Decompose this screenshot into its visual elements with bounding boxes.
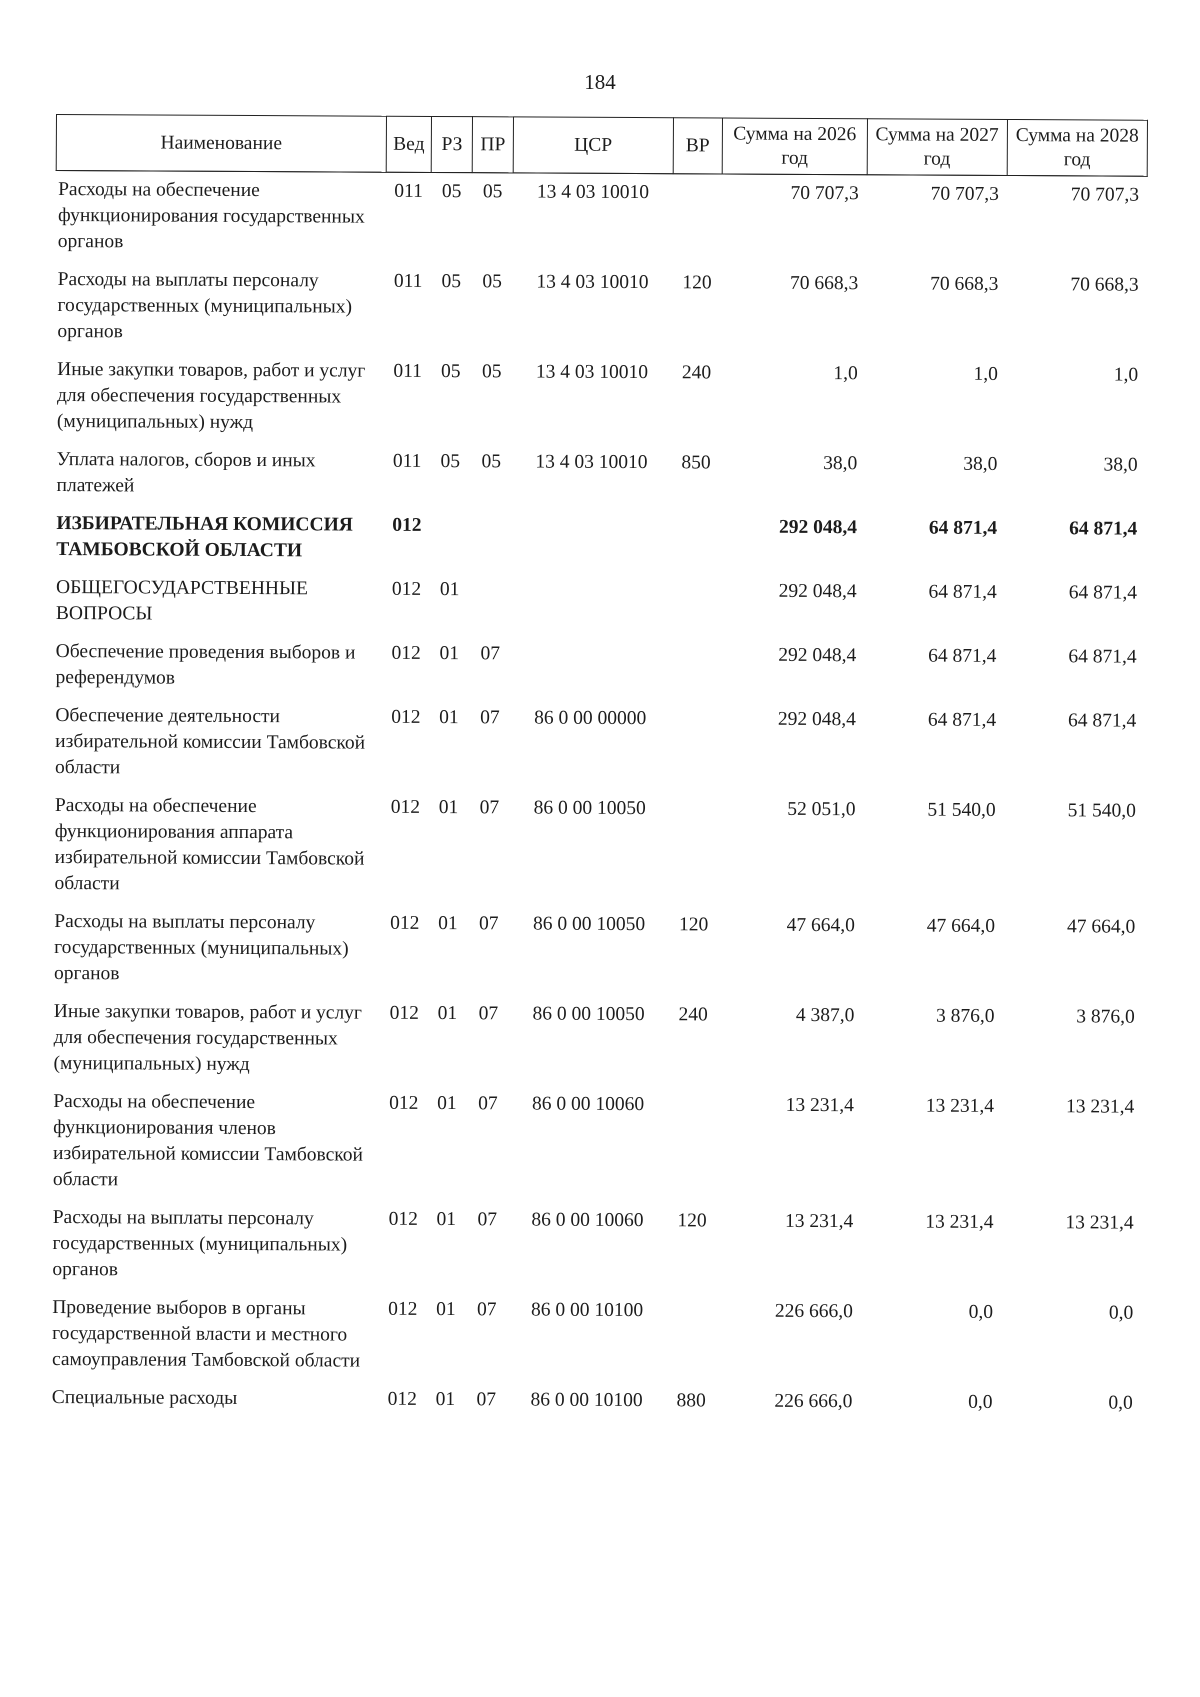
row-csr: 86 0 00 10050 <box>533 797 646 820</box>
row-name: Расходы на выплаты персоналу государственных (муниципальных) органов <box>57 269 353 343</box>
row-vr: 240 <box>678 1004 708 1026</box>
row-name: ОБЩЕГОСУДАРСТВЕННЫЕ ВОПРОСЫ <box>55 577 309 625</box>
row-sum-2026: 47 664,0 <box>786 914 855 937</box>
row-rz: 01 <box>439 579 460 601</box>
row-rz: 01 <box>438 797 459 819</box>
row-pr: 07 <box>477 1299 497 1321</box>
row-sum-2026: 13 231,4 <box>785 1094 854 1117</box>
row-pr: 05 <box>481 451 502 473</box>
row-vr <box>672 174 722 265</box>
row-sum-2028: 0,0 <box>1108 1392 1133 1414</box>
row-sum-2028: 70 668,3 <box>1070 274 1139 296</box>
row-name: Обеспечение деятельности избирательной комиссии Тамбовской области <box>55 705 366 779</box>
row-sum-2028: 13 231,4 <box>1065 1212 1134 1234</box>
row-sum-2027: 3 876,0 <box>935 1005 995 1027</box>
row-csr: 86 0 00 10050 <box>532 1003 645 1026</box>
table-row <box>54 441 1145 511</box>
row-sum-2026: 38,0 <box>823 453 858 475</box>
row-sum-2026: 292 048,4 <box>778 580 857 603</box>
table-row <box>50 1379 1141 1423</box>
row-sum-2027: 47 664,0 <box>926 915 996 937</box>
row-rz: 05 <box>440 451 461 473</box>
row-sum-2028: 13 231,4 <box>1066 1096 1135 1118</box>
table-row <box>52 903 1143 999</box>
row-ved: 012 <box>392 514 422 536</box>
row-sum-2026: 226 666,0 <box>774 1390 853 1413</box>
row-sum-2027: 64 871,4 <box>928 581 997 603</box>
row-csr: 13 4 03 10010 <box>535 361 649 384</box>
row-sum-2028: 64 871,4 <box>1069 518 1138 540</box>
table-body <box>50 171 1148 1423</box>
row-csr: 86 0 00 10100 <box>530 1389 643 1412</box>
row-pr: 05 <box>481 361 502 383</box>
table-row <box>51 1083 1143 1205</box>
row-vr <box>670 572 720 636</box>
row-rz: 05 <box>441 271 462 293</box>
row-name: Проведение выборов в органы государственной власти и местного самоуправления Тамбовской области <box>51 1296 361 1372</box>
table-row <box>56 171 1147 267</box>
row-sum-2026: 4 387,0 <box>795 1004 855 1027</box>
row-sum-2028: 0,0 <box>1108 1302 1134 1324</box>
row-vr: 880 <box>676 1390 706 1412</box>
row-sum-2026: 70 668,3 <box>789 272 859 295</box>
row-ved: 012 <box>389 1092 419 1114</box>
row-pr <box>470 507 511 571</box>
row-name: Расходы на выплаты персоналу государственных (муниципальных) органов <box>52 1206 348 1281</box>
row-pr: 05 <box>482 181 503 203</box>
row-sum-2026: 292 048,4 <box>778 644 857 667</box>
header-sum-2027: Сумма на 2027 год <box>867 119 1007 176</box>
row-pr: 07 <box>477 1209 498 1231</box>
row-sum-2027: 64 871,4 <box>927 709 997 731</box>
row-sum-2027: 64 871,4 <box>928 645 997 667</box>
row-sum-2027: 0,0 <box>968 1391 993 1413</box>
row-name: ИЗБИРАТЕЛЬНАЯ КОМИССИЯ ТАМБОВСКОЙ ОБЛАСТИ <box>56 513 353 562</box>
row-vr <box>667 1086 717 1202</box>
row-csr <box>511 507 671 572</box>
row-name: Иные закупки товаров, работ и услуг для обеспечения государственных (муниципальных) нужд <box>56 359 366 434</box>
row-rz: 01 <box>436 1209 457 1231</box>
row-name: Иные закупки товаров, работ и услуг для обеспечения государственных (муниципальных) нужд <box>53 1001 363 1076</box>
row-rz: 01 <box>435 1389 456 1411</box>
row-pr: 07 <box>478 1093 498 1115</box>
header-pr: ПР <box>472 117 513 173</box>
row-vr: 240 <box>681 362 712 384</box>
row-rz: 01 <box>436 1299 456 1321</box>
row-rz <box>429 507 470 571</box>
row-name: Специальные расходы <box>51 1386 238 1409</box>
row-rz: 01 <box>438 913 458 935</box>
row-sum-2027: 70 668,3 <box>930 273 999 295</box>
row-ved: 012 <box>389 1002 419 1024</box>
page-number: 184 <box>584 70 616 94</box>
row-sum-2026: 226 666,0 <box>774 1300 853 1323</box>
row-ved: 012 <box>387 1388 417 1410</box>
row-csr: 86 0 00 10060 <box>531 1209 644 1232</box>
row-pr: 07 <box>479 797 500 819</box>
row-csr: 86 0 00 10100 <box>530 1299 644 1322</box>
row-pr: 07 <box>480 643 501 665</box>
row-vr <box>670 636 720 700</box>
row-sum-2026: 1,0 <box>833 363 858 385</box>
row-vr <box>666 1292 716 1382</box>
row-vr <box>669 790 719 906</box>
row-pr: 07 <box>479 913 499 935</box>
table-header <box>56 115 1147 177</box>
row-name: Расходы на обеспечение функционирования членов избирательной комиссии Тамбовской области <box>52 1090 364 1191</box>
row-ved: 012 <box>391 578 422 600</box>
row-name: Расходы на выплаты персоналу государственных (муниципальных) органов <box>53 911 349 985</box>
row-sum-2027: 0,0 <box>968 1301 994 1323</box>
row-sum-2027: 13 231,4 <box>925 1095 995 1117</box>
table-row <box>54 505 1145 575</box>
row-sum-2028: 70 707,3 <box>1070 184 1140 206</box>
table-row <box>54 569 1145 639</box>
row-pr <box>470 571 511 635</box>
row-vr: 120 <box>677 1210 707 1232</box>
row-sum-2026: 13 231,4 <box>785 1210 854 1233</box>
row-sum-2028: 51 540,0 <box>1067 800 1136 822</box>
header-sum-2026: Сумма на 2026 год <box>722 118 867 175</box>
row-ved: 011 <box>394 180 423 202</box>
row-ved: 012 <box>388 1208 418 1230</box>
row-rz: 05 <box>441 181 462 203</box>
header-csr: ЦСР <box>513 117 673 174</box>
row-csr <box>511 571 671 636</box>
row-sum-2026: 70 707,3 <box>790 182 859 205</box>
row-sum-2028: 1,0 <box>1113 364 1139 386</box>
budget-table <box>49 114 1148 1423</box>
row-sum-2028: 38,0 <box>1103 454 1138 476</box>
table-row <box>50 1199 1141 1295</box>
row-pr: 07 <box>480 707 500 729</box>
table-row <box>53 697 1144 793</box>
row-name: Расходы на обеспечение функционирования государственных органов <box>57 179 365 253</box>
row-name: Обеспечение проведения выборов и референдумов <box>55 641 356 689</box>
row-sum-2028: 64 871,4 <box>1068 582 1138 604</box>
row-sum-2027: 64 871,4 <box>928 517 998 539</box>
row-sum-2026: 292 048,4 <box>777 708 857 731</box>
row-sum-2028: 47 664,0 <box>1066 916 1136 938</box>
row-csr: 86 0 00 10050 <box>532 913 646 936</box>
table-row <box>52 787 1144 909</box>
table-row <box>55 351 1146 447</box>
row-pr: 05 <box>482 271 502 293</box>
row-ved: 012 <box>388 1298 418 1320</box>
row-csr: 13 4 03 10010 <box>536 181 650 204</box>
row-sum-2028: 64 871,4 <box>1068 710 1137 732</box>
row-csr: 13 4 03 10010 <box>536 271 649 294</box>
row-vr <box>671 508 721 572</box>
row-ved: 011 <box>393 270 423 292</box>
row-csr: 86 0 00 00000 <box>534 707 647 730</box>
table-row <box>55 261 1146 357</box>
row-csr: 13 4 03 10010 <box>535 451 648 474</box>
row-rz: 01 <box>437 1093 457 1115</box>
row-sum-2027: 51 540,0 <box>927 799 996 821</box>
row-vr: 850 <box>681 452 711 474</box>
row-vr: 120 <box>682 272 712 294</box>
row-vr: 120 <box>678 914 709 936</box>
row-rz: 01 <box>439 707 459 729</box>
table-row <box>53 633 1144 703</box>
row-pr: 07 <box>476 1389 497 1411</box>
row-ved: 012 <box>390 912 420 934</box>
row-ved: 012 <box>391 706 421 728</box>
row-name: Расходы на обеспечение функционирования аппарата избирательной комиссии Тамбовской области <box>54 795 365 895</box>
row-csr <box>510 635 670 700</box>
row-sum-2027: 70 707,3 <box>930 183 999 205</box>
row-sum-2028: 64 871,4 <box>1068 646 1137 668</box>
row-ved: 012 <box>391 642 421 664</box>
row-ved: 012 <box>390 796 421 818</box>
header-rz: РЗ <box>431 116 472 172</box>
row-csr: 86 0 00 10060 <box>532 1093 645 1116</box>
row-rz: 01 <box>439 643 460 665</box>
row-sum-2027: 13 231,4 <box>925 1211 994 1233</box>
row-sum-2026: 292 048,4 <box>778 516 858 539</box>
row-sum-2027: 38,0 <box>963 453 998 475</box>
row-name: Уплата налогов, сборов и иных платежей <box>56 449 316 497</box>
header-vr: ВР <box>673 118 723 174</box>
row-sum-2026: 52 051,0 <box>787 798 856 821</box>
row-rz: 01 <box>437 1003 458 1025</box>
table-row <box>51 993 1142 1089</box>
row-ved: 011 <box>392 450 422 472</box>
row-vr <box>670 700 720 790</box>
row-pr: 07 <box>478 1003 499 1025</box>
row-ved: 011 <box>393 360 422 382</box>
table-row <box>50 1289 1141 1385</box>
header-sum-2028: Сумма на 2028 год <box>1007 119 1148 176</box>
header-ved: Вед <box>386 116 432 172</box>
header-name: Наименование <box>56 115 386 173</box>
row-sum-2027: 1,0 <box>973 363 998 385</box>
row-sum-2028: 3 876,0 <box>1076 1006 1135 1028</box>
row-rz: 05 <box>440 361 461 383</box>
